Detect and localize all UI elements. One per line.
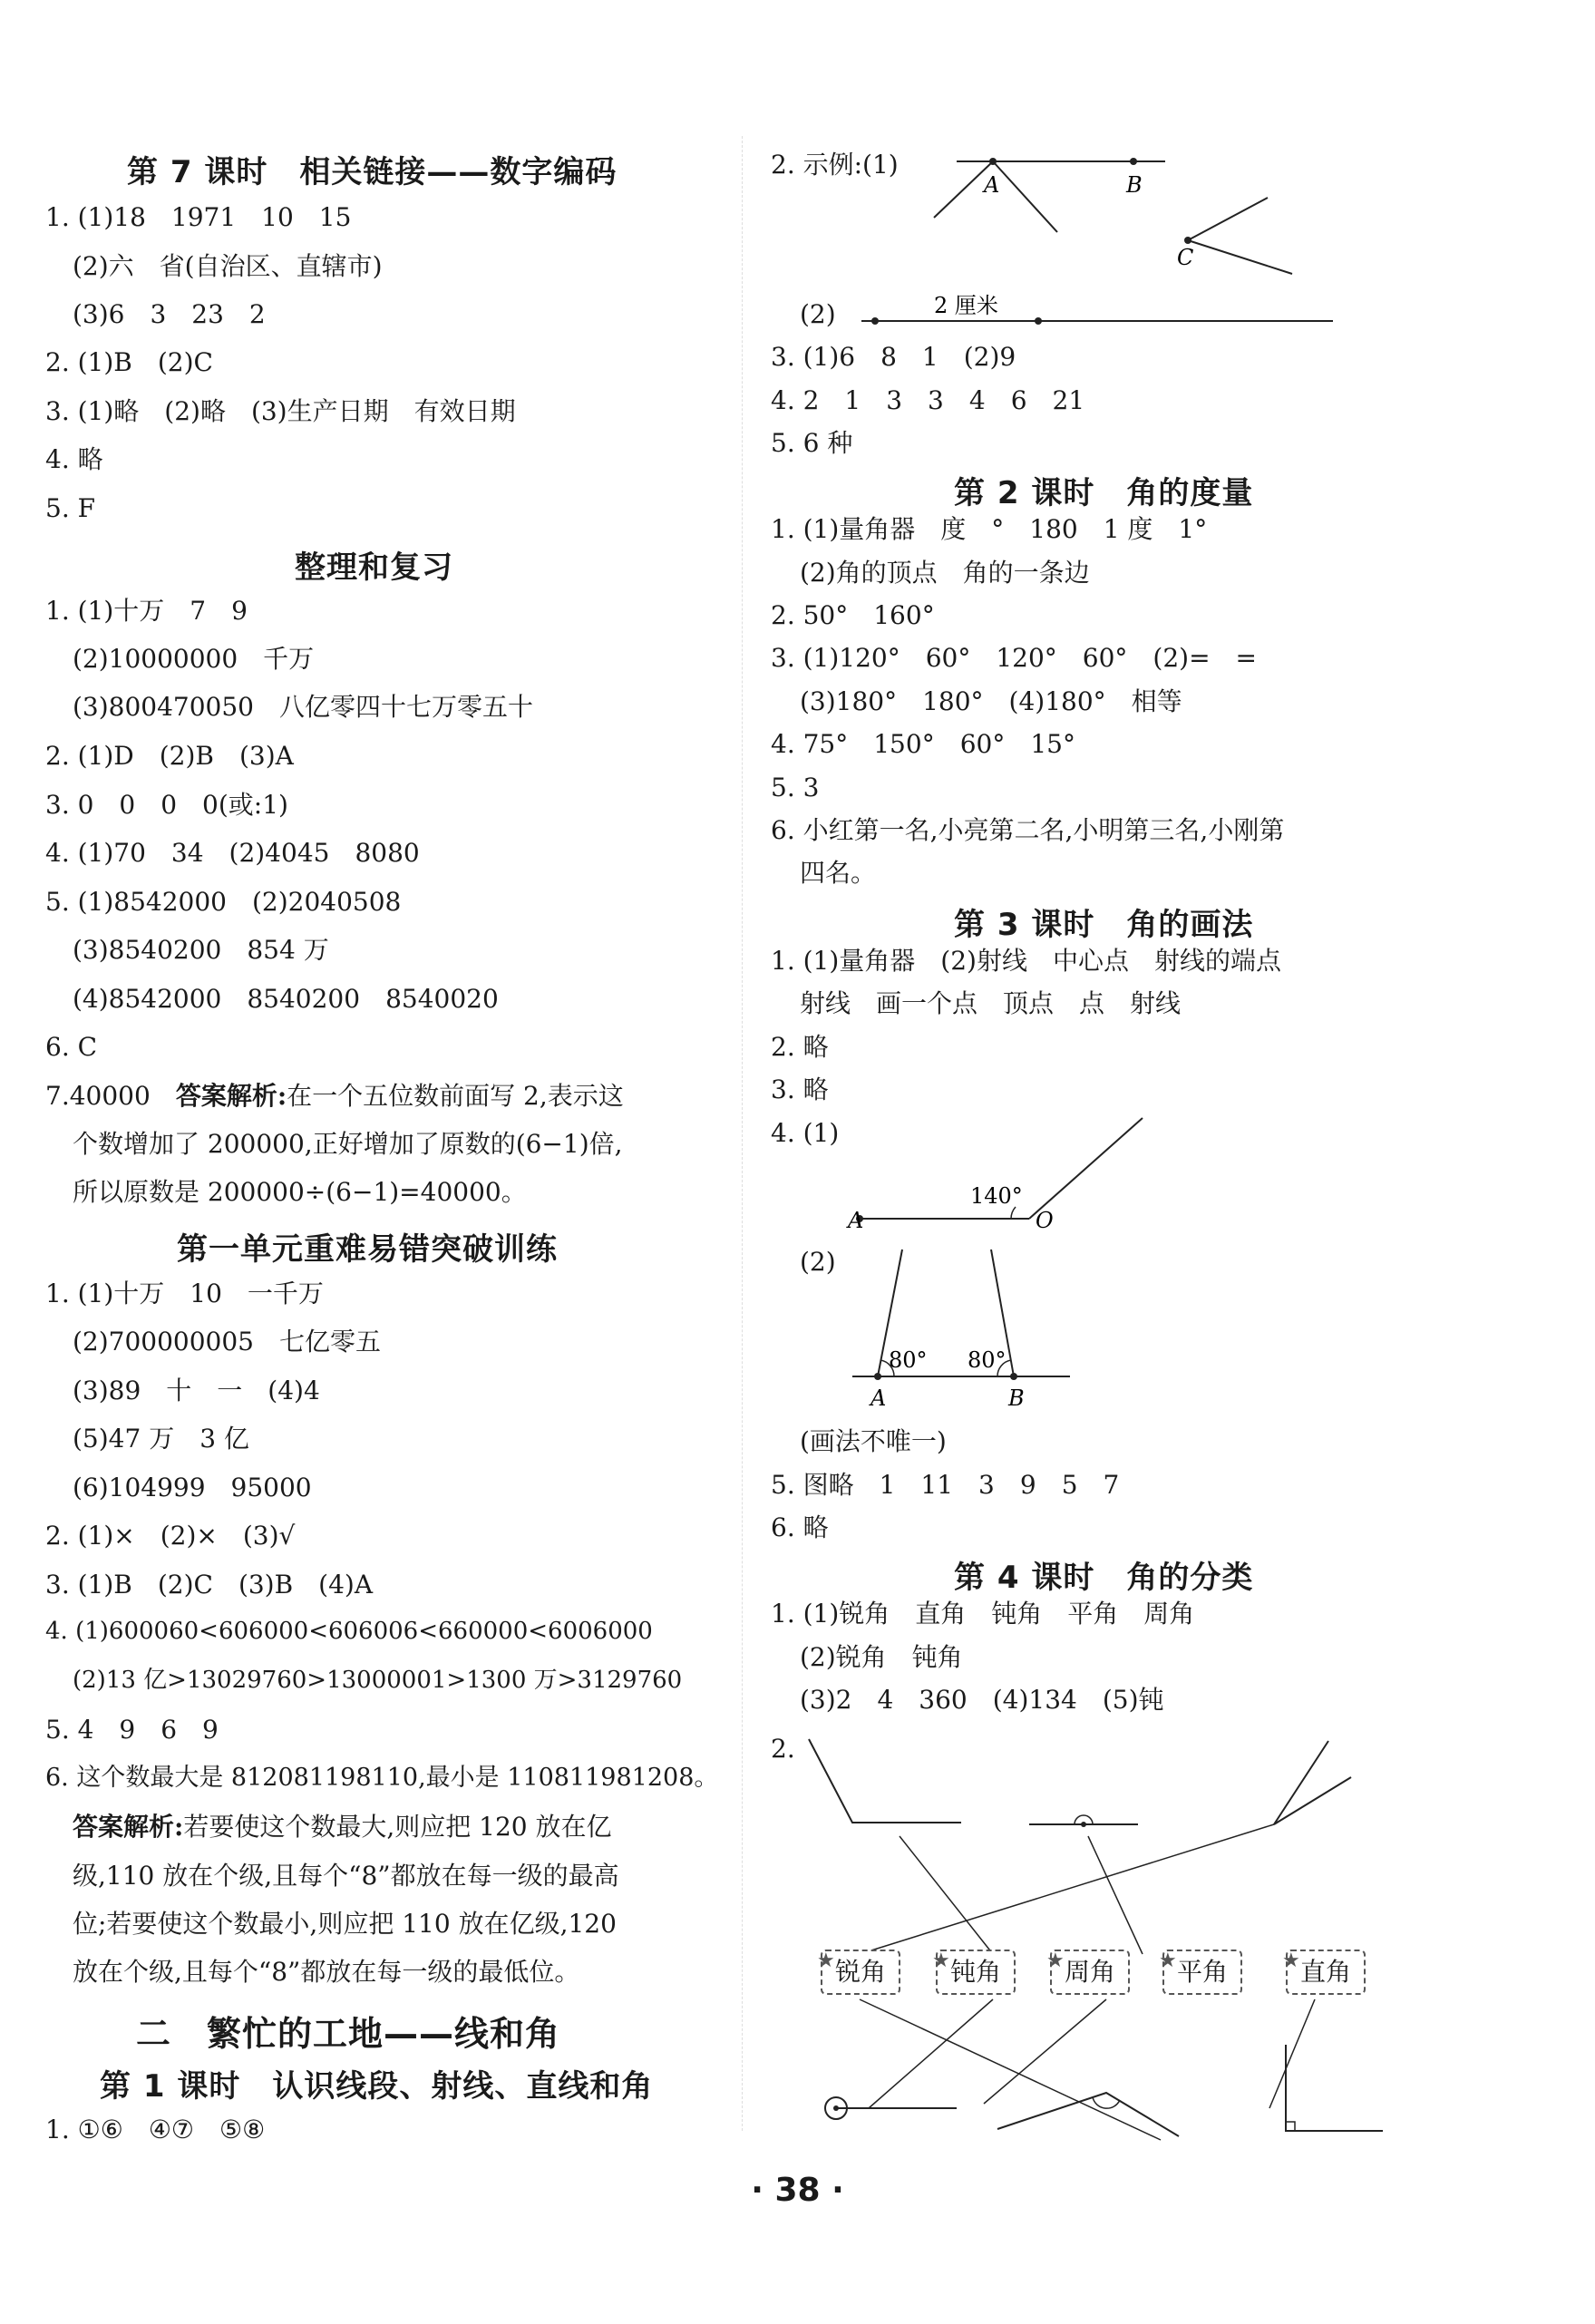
match-line	[1088, 1836, 1143, 1954]
tag-acute	[817, 1950, 900, 1995]
section-title-unit1-training: 第一单元重难易错突破训练	[177, 1231, 558, 1268]
answer-line: 5. F	[45, 493, 96, 523]
right-angle-mark	[1286, 2122, 1295, 2131]
tag-label: 平角	[1176, 1957, 1228, 1987]
label-a2: A	[870, 1386, 887, 1411]
match-line	[860, 1999, 1161, 2140]
answer-line: (3)2 4 360 (4)134 (5)钝	[800, 1685, 1164, 1715]
star-icon: ★	[817, 1950, 835, 1972]
star-icon: ★	[1159, 1950, 1177, 1972]
top-straight-vertex	[1081, 1822, 1086, 1827]
answer-line: (2)700000005 七亿零五	[73, 1327, 381, 1356]
section-title-lesson1: 第 1 课时 认识线段、射线、直线和角	[100, 2068, 654, 2105]
answer-line	[45, 1081, 624, 1112]
answer-value: 40000	[69, 1081, 151, 1111]
answer-line: 5. (1)8542000 (2)2040508	[45, 887, 402, 917]
answer-line: 2. (1)D (2)B (3)A	[45, 741, 294, 771]
answer-line: (3)180° 180° (4)180° 相等	[800, 686, 1182, 716]
answer-line: (3)6 3 23 2	[73, 299, 266, 329]
tag-right	[1282, 1950, 1366, 1995]
answer-line: (2)	[800, 1247, 836, 1277]
answer-line: 3. 略	[771, 1074, 829, 1104]
answer-line: 3. (1)B (2)C (3)B (4)A	[45, 1570, 374, 1600]
section-title-lesson4: 第 4 课时 角的分类	[954, 1560, 1254, 1596]
label-b: B	[1126, 172, 1143, 198]
answer-line: 2. 50° 160°	[771, 600, 935, 630]
tag-label: 锐角	[834, 1957, 886, 1987]
angle-label-80-a: 80°	[889, 1347, 928, 1373]
answer-line: 4. (1)	[771, 1118, 840, 1148]
angle-matching-figure	[753, 0, 1595, 2176]
tag-label: 钝角	[949, 1957, 1001, 1987]
top-acute	[1274, 1741, 1351, 1824]
analysis-line: 位;若要使这个数最小,则应把 110 放在亿级,120	[73, 1909, 617, 1939]
answer-line: 4. 略	[45, 444, 103, 474]
answer-line: 1. (1)十万 10 一千万	[45, 1279, 324, 1308]
answer-line: (2)13 亿>13029760>13000001>1300 万>3129760	[73, 1667, 683, 1694]
section-title-review: 整理和复习	[295, 549, 453, 586]
answer-line: 3. (1)120° 60° 120° 60° (2)= =	[771, 643, 1258, 673]
tag-label: 直角	[1299, 1957, 1351, 1987]
star-icon: ★	[1282, 1950, 1300, 1972]
answer-line: 5. 4 9 6 9	[45, 1715, 219, 1745]
label-a: A	[848, 1208, 864, 1233]
answer-line: (3)89 十 一 (4)4	[73, 1376, 320, 1405]
answer-line: 1. ①⑥ ④⑦ ⑤⑧	[45, 2115, 266, 2144]
analysis-line	[73, 1812, 612, 1843]
segment-length: 2 厘米	[934, 293, 998, 318]
answer-line: (2)角的顶点 角的一条边	[800, 558, 1090, 588]
answer-line: 2. 略	[771, 1032, 829, 1062]
match-line	[860, 1824, 1274, 1954]
tag-label: 周角	[1064, 1957, 1115, 1987]
answer-line: (3)8540200 854 万	[73, 935, 329, 965]
answer-line: 3. 0 0 0 0(或:1)	[45, 790, 288, 820]
answer-line: 四名。	[800, 858, 877, 888]
answer-line: 2. (1)B (2)C	[45, 347, 213, 377]
answer-line: (4)8542000 8540200 8540020	[73, 984, 499, 1014]
tag-full	[1046, 1950, 1130, 1995]
answer-line: (2)10000000 千万	[73, 644, 315, 674]
answer-line: (2)	[800, 299, 836, 329]
analysis-line: 个数增加了 200000,正好增加了原数的(6−1)倍,	[73, 1129, 623, 1159]
answer-line: (2)六 省(自治区、直辖市)	[73, 251, 383, 281]
answer-line: 3. (1)6 8 1 (2)9	[771, 342, 1016, 372]
tag-obtuse	[932, 1950, 1016, 1995]
answer-line: 1. (1)量角器 度 ° 180 1 度 1°	[771, 514, 1208, 544]
analysis-line: 级,110 放在个级,且每个“8”都放在每一级的最高	[73, 1861, 619, 1891]
question-number: 7.	[45, 1081, 70, 1111]
tag-straight	[1159, 1950, 1242, 1995]
bottom-obtuse	[997, 2093, 1179, 2136]
answer-line: 6. 小红第一名,小亮第二名,小明第三名,小刚第	[771, 815, 1285, 845]
answer-line: (3)800470050 八亿零四十七万零五十	[73, 692, 533, 722]
answer-line: (2)锐角 钝角	[800, 1642, 963, 1672]
label-c: C	[1177, 245, 1194, 270]
page-number: · 38 ·	[751, 2172, 844, 2209]
label-o: O	[1036, 1208, 1054, 1233]
answer-line: 射线 画一个点 顶点 点 射线	[800, 988, 1182, 1018]
star-icon: ★	[932, 1950, 950, 1972]
answer-line: 4. 75° 150° 60° 15°	[771, 729, 1075, 759]
match-line	[869, 1999, 993, 2108]
answer-line: 6. 略	[771, 1512, 829, 1542]
match-line-spacer	[753, 0, 993, 1999]
section-title-lesson7: 第 7 课时 相关链接——数字编码	[127, 154, 618, 190]
analysis-text: 若要使这个数最大,则应把 120 放在亿	[183, 1812, 612, 1842]
unit-title: 二 繁忙的工地——线和角	[136, 2014, 561, 2054]
analysis-line: 放在个级,且每个“8”都放在每一级的最低位。	[73, 1957, 580, 1987]
answer-line: (5)47 万 3 亿	[73, 1424, 249, 1454]
section-title-lesson3: 第 3 课时 角的画法	[954, 907, 1254, 943]
column-divider	[742, 136, 743, 2131]
answer-line: 1. (1)十万 7 9	[45, 596, 248, 626]
label-a: A	[984, 172, 1000, 198]
analysis-label: 答案解析:	[175, 1081, 287, 1111]
analysis-label: 答案解析:	[73, 1812, 184, 1842]
answer-line: 6. C	[45, 1032, 98, 1062]
answer-line: 1. (1)锐角 直角 钝角 平角 周角	[771, 1599, 1195, 1629]
match-line	[984, 1999, 1106, 2104]
answer-line: (6)104999 95000	[73, 1473, 312, 1502]
match-line	[1269, 1999, 1315, 2108]
angle-label-80-b: 80°	[968, 1347, 1007, 1373]
answer-line: 5. 图略 1 11 3 9 5 7	[771, 1470, 1120, 1500]
match-line	[900, 1836, 993, 1954]
answer-line: 1. (1)量角器 (2)射线 中心点 射线的端点	[771, 946, 1281, 976]
answer-line: 4. (1)70 34 (2)4045 8080	[45, 838, 420, 868]
bottom-right-angle	[1286, 2045, 1383, 2131]
answer-line: 1. (1)18 1971 10 15	[45, 202, 352, 232]
answer-line: 2. (1)× (2)× (3)√	[45, 1521, 296, 1551]
label-b2: B	[1008, 1386, 1025, 1411]
top-acute-like	[809, 1739, 961, 1823]
answer-line: 3. (1)略 (2)略 (3)生产日期 有效日期	[45, 396, 516, 426]
star-icon: ★	[1046, 1950, 1065, 1972]
answer-line: 5. 3	[771, 773, 820, 802]
analysis-text: 在一个五位数前面写 2,表示这	[287, 1081, 624, 1111]
answer-line: 2.	[771, 1734, 795, 1764]
answer-line: (画法不唯一)	[800, 1426, 947, 1456]
answer-line: 4. 2 1 3 3 4 6 21	[771, 385, 1085, 415]
analysis-line: 所以原数是 200000÷(6−1)=40000。	[73, 1177, 527, 1207]
answer-line: 2. 示例:(1)	[771, 150, 899, 180]
angle-label-140: 140°	[970, 1183, 1023, 1209]
answer-line: 5. 6 种	[771, 428, 853, 458]
section-title-lesson2: 第 2 课时 角的度量	[954, 475, 1254, 511]
answer-line: 6. 这个数最大是 812081198110,最小是 110811981208。	[45, 1764, 719, 1792]
answer-line: 4. (1)600060<606000<606006<660000<6006000	[45, 1618, 653, 1645]
